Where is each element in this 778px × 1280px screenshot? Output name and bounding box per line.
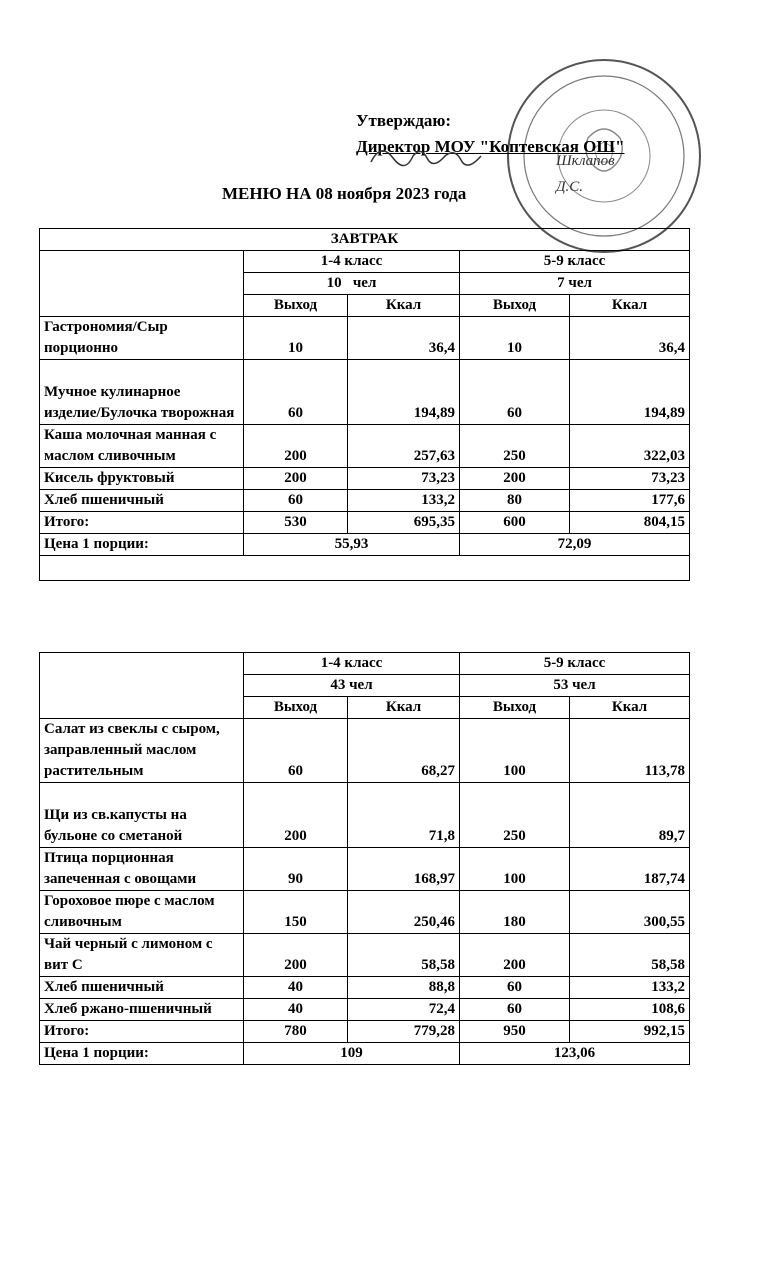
table-row xyxy=(40,891,690,934)
dish-name: Каша молочная манная с маслом сливочным xyxy=(40,425,244,468)
portion-value: 90 xyxy=(244,848,348,891)
portion-value: 100 xyxy=(460,848,570,891)
total-kcal: 695,35 xyxy=(348,512,460,534)
director-signature-name: Шклапов Д.С. xyxy=(556,153,615,195)
portion-value: 200 xyxy=(244,934,348,977)
total-label: Итого: xyxy=(40,512,244,534)
kcal-value: 88,8 xyxy=(348,977,460,999)
table-row xyxy=(40,999,690,1021)
approval-line: Утверждаю: xyxy=(356,111,452,130)
handwritten-signature xyxy=(366,140,496,170)
kcal-value: 36,4 xyxy=(348,317,460,360)
group-people-2: 53 чел xyxy=(460,675,690,697)
table-row xyxy=(40,719,690,783)
dish-name: Кисель фруктовый xyxy=(40,468,244,490)
portion-value: 40 xyxy=(244,999,348,1021)
col-header-out: Выход xyxy=(244,697,348,719)
kcal-value: 108,6 xyxy=(570,999,690,1021)
empty-cell xyxy=(40,653,244,719)
portion-value: 200 xyxy=(244,425,348,468)
col-header-out: Выход xyxy=(460,697,570,719)
table-row xyxy=(40,425,690,468)
portion-value: 180 xyxy=(460,891,570,934)
price-label: Цена 1 порции: xyxy=(40,534,244,556)
portion-value: 60 xyxy=(244,490,348,512)
kcal-value: 250,46 xyxy=(348,891,460,934)
portion-value: 80 xyxy=(460,490,570,512)
total-label: Итого: xyxy=(40,1021,244,1043)
kcal-value: 58,58 xyxy=(348,934,460,977)
breakfast-table xyxy=(39,228,690,581)
kcal-value: 89,7 xyxy=(570,783,690,848)
col-header-kcal: Ккал xyxy=(570,295,690,317)
table-row xyxy=(40,490,690,512)
group-class-2: 5-9 класс xyxy=(460,251,690,273)
total-row xyxy=(40,512,690,534)
table-row xyxy=(40,977,690,999)
total-portion: 950 xyxy=(460,1021,570,1043)
kcal-value: 73,23 xyxy=(570,468,690,490)
dish-name: Птица порционная запеченная с овощами xyxy=(40,848,244,891)
price-row xyxy=(40,1043,690,1065)
price-row xyxy=(40,534,690,556)
group-people-2: 7 чел xyxy=(460,273,690,295)
group-class-1: 1-4 класс xyxy=(244,251,460,273)
portion-value: 150 xyxy=(244,891,348,934)
portion-value: 40 xyxy=(244,977,348,999)
price-value: 123,06 xyxy=(460,1043,690,1065)
kcal-value: 177,6 xyxy=(570,490,690,512)
kcal-value: 36,4 xyxy=(570,317,690,360)
kcal-value: 71,8 xyxy=(348,783,460,848)
price-value: 55,93 xyxy=(244,534,460,556)
price-label: Цена 1 порции: xyxy=(40,1043,244,1065)
kcal-value: 322,03 xyxy=(570,425,690,468)
group-people-1: 10 чел xyxy=(244,273,460,295)
total-row xyxy=(40,1021,690,1043)
kcal-value: 68,27 xyxy=(348,719,460,783)
price-value: 72,09 xyxy=(460,534,690,556)
dish-name: Мучное кулинарное изделие/Булочка творожная xyxy=(40,360,244,425)
empty-cell xyxy=(40,251,244,317)
dish-name: Хлеб ржано-пшеничный xyxy=(40,999,244,1021)
dish-name: Гастрономия/Сыр порционно xyxy=(40,317,244,360)
col-header-kcal: Ккал xyxy=(348,697,460,719)
portion-value: 200 xyxy=(244,468,348,490)
kcal-value: 168,97 xyxy=(348,848,460,891)
director-line: Директор МОУ "Коптевская ОШ" xyxy=(356,137,625,156)
table-row xyxy=(40,468,690,490)
group-class-2: 5-9 класс xyxy=(460,653,690,675)
portion-value: 100 xyxy=(460,719,570,783)
kcal-value: 257,63 xyxy=(348,425,460,468)
menu-title: МЕНЮ НА 08 ноября 2023 года xyxy=(222,184,467,203)
total-kcal: 779,28 xyxy=(348,1021,460,1043)
kcal-value: 194,89 xyxy=(570,360,690,425)
portion-value: 250 xyxy=(460,783,570,848)
col-header-out: Выход xyxy=(460,295,570,317)
total-portion: 600 xyxy=(460,512,570,534)
table-row xyxy=(40,783,690,848)
approval-block xyxy=(356,108,625,195)
dish-name: Салат из свеклы с сыром, заправленный маслом растительным xyxy=(40,719,244,783)
kcal-value: 187,74 xyxy=(570,848,690,891)
kcal-value: 58,58 xyxy=(570,934,690,977)
portion-value: 200 xyxy=(244,783,348,848)
portion-value: 60 xyxy=(244,360,348,425)
kcal-value: 300,55 xyxy=(570,891,690,934)
col-header-kcal: Ккал xyxy=(348,295,460,317)
dish-name: Гороховое пюре с маслом сливочным xyxy=(40,891,244,934)
col-header-out: Выход xyxy=(244,295,348,317)
dish-name: Хлеб пшеничный xyxy=(40,490,244,512)
table-row xyxy=(40,848,690,891)
portion-value: 200 xyxy=(460,468,570,490)
portion-value: 60 xyxy=(460,977,570,999)
group-people-1: 43 чел xyxy=(244,675,460,697)
table-row xyxy=(40,360,690,425)
total-kcal: 992,15 xyxy=(570,1021,690,1043)
portion-value: 60 xyxy=(460,360,570,425)
portion-value: 60 xyxy=(244,719,348,783)
spacer-row xyxy=(40,556,690,581)
portion-value: 10 xyxy=(460,317,570,360)
group-class-1: 1-4 класс xyxy=(244,653,460,675)
dish-name: Хлеб пшеничный xyxy=(40,977,244,999)
dish-name: Щи из св.капусты на бульоне со сметаной xyxy=(40,783,244,848)
col-header-kcal: Ккал xyxy=(570,697,690,719)
lunch-table xyxy=(39,652,690,1065)
kcal-value: 133,2 xyxy=(348,490,460,512)
kcal-value: 113,78 xyxy=(570,719,690,783)
portion-value: 10 xyxy=(244,317,348,360)
table-row xyxy=(40,317,690,360)
kcal-value: 73,23 xyxy=(348,468,460,490)
table-row xyxy=(40,934,690,977)
portion-value: 250 xyxy=(460,425,570,468)
kcal-value: 72,4 xyxy=(348,999,460,1021)
dish-name: Чай черный с лимоном с вит С xyxy=(40,934,244,977)
portion-value: 60 xyxy=(460,999,570,1021)
total-kcal: 804,15 xyxy=(570,512,690,534)
price-value: 109 xyxy=(244,1043,460,1065)
total-portion: 780 xyxy=(244,1021,348,1043)
kcal-value: 194,89 xyxy=(348,360,460,425)
total-portion: 530 xyxy=(244,512,348,534)
portion-value: 200 xyxy=(460,934,570,977)
section-header: ЗАВТРАК xyxy=(40,229,690,251)
kcal-value: 133,2 xyxy=(570,977,690,999)
